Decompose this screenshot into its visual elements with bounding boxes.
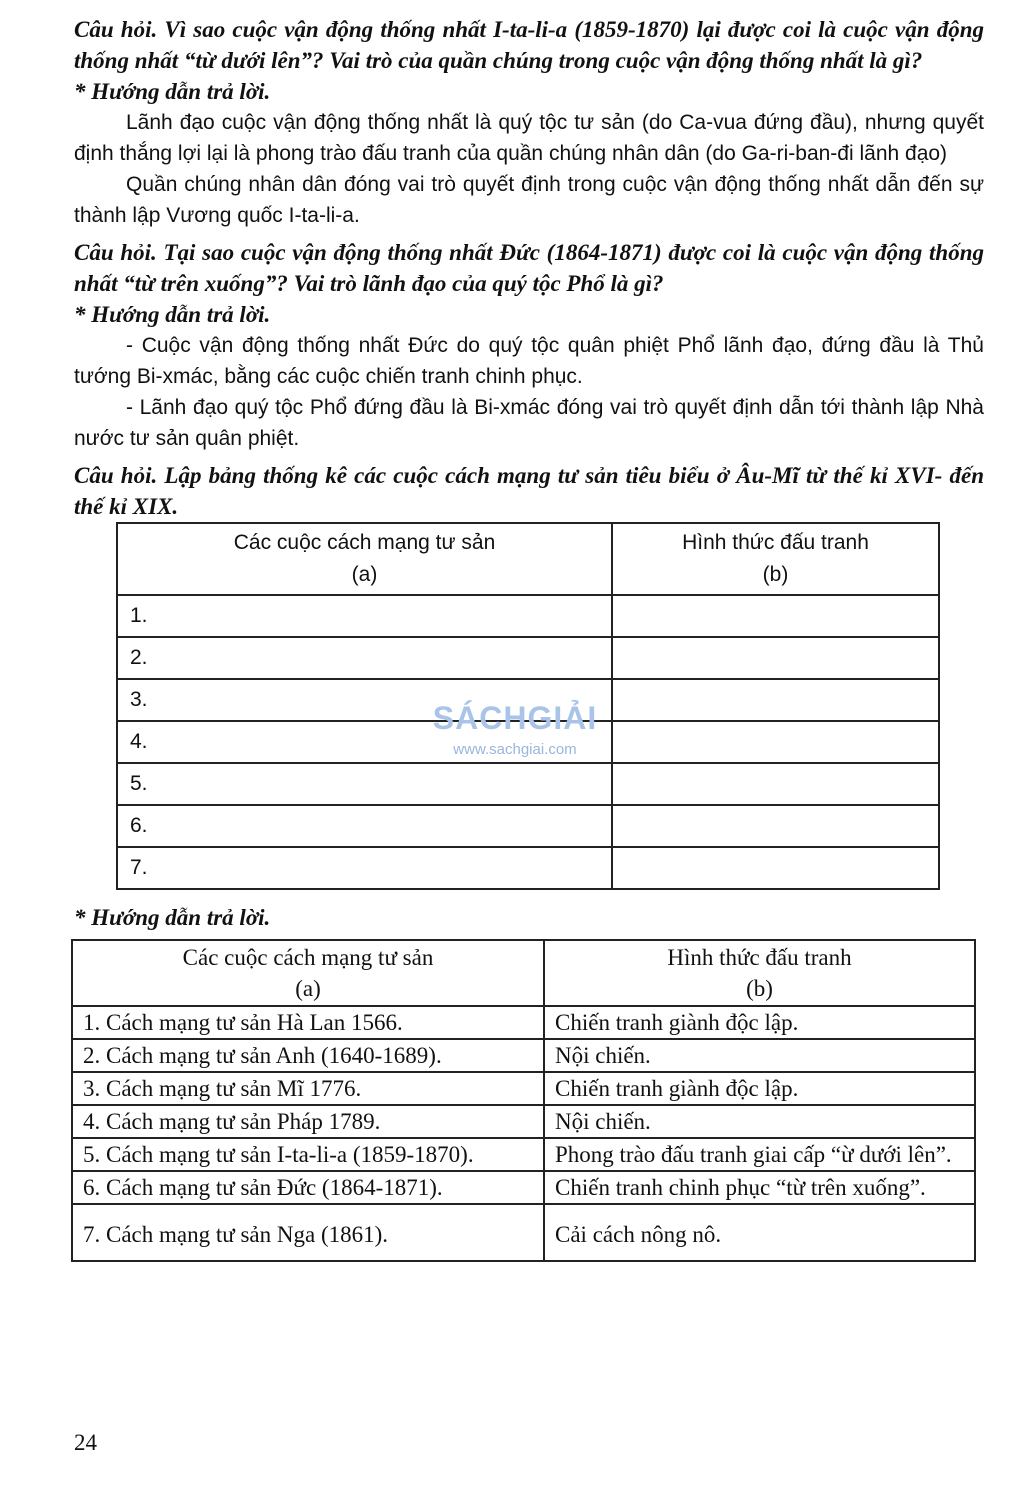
- blank-row-number: 4.: [117, 721, 612, 763]
- struggle-form-cell: Nội chiến.: [544, 1105, 975, 1138]
- struggle-form-cell: Chiến tranh giành độc lập.: [544, 1006, 975, 1039]
- blank-cell: [612, 637, 939, 679]
- revolution-cell: 4. Cách mạng tư sản Pháp 1789.: [72, 1105, 544, 1138]
- answer-table-header-a: [72, 940, 544, 1006]
- blank-table-header-b-sub: (b): [762, 563, 789, 586]
- table-row: [117, 847, 939, 889]
- blank-table-header-b-label: Hình thức đấu tranh: [682, 531, 869, 554]
- revolution-cell: 7. Cách mạng tư sản Nga (1861).: [72, 1204, 544, 1261]
- blank-cell: [612, 595, 939, 637]
- blank-row-number: 1.: [117, 595, 612, 637]
- table-row: [117, 763, 939, 805]
- revolution-cell: 3. Cách mạng tư sản Mĩ 1776.: [72, 1072, 544, 1105]
- blank-cell: [612, 805, 939, 847]
- question-1: Câu hỏi. Vì sao cuộc vận động thống nhất I-ta-li-a (1859-1870) lại được coi là cuộc vận động thống nhất “từ dưới lên”? Vai trò của quần chúng trong cuộc vận động thống nhất là gì?: [74, 17, 984, 73]
- blank-table-header-b: [612, 523, 939, 595]
- revolution-cell: 1. Cách mạng tư sản Hà Lan 1566.: [72, 1006, 544, 1039]
- blank-cell: [612, 721, 939, 763]
- table-row: [72, 1006, 975, 1039]
- blank-row-number: 7.: [117, 847, 612, 889]
- table-row: [72, 1072, 975, 1105]
- document-page: [74, 14, 984, 1262]
- table-row: [72, 1171, 975, 1204]
- table-row: [117, 595, 939, 637]
- answer-table-header-b: [544, 940, 975, 1006]
- revolution-cell: 2. Cách mạng tư sản Anh (1640-1689).: [72, 1039, 544, 1072]
- blank-cell: [612, 763, 939, 805]
- blank-row-number: 6.: [117, 805, 612, 847]
- guide-label-3: * Hướng dẫn trả lời.: [74, 905, 271, 930]
- blank-cell: [612, 679, 939, 721]
- answer-2-paragraph-1: - Cuộc vận động thống nhất Đức do quý tộc quân phiệt Phổ lãnh đạo, đứng đầu là Thủ tướng Bi-xmác, bằng các cuộc chiến tranh chinh phục.: [74, 334, 984, 388]
- answer-table-header-b-sub: (b): [746, 976, 773, 1001]
- struggle-form-cell: Cải cách nông nô.: [544, 1204, 975, 1261]
- struggle-form-cell: Phong trào đấu tranh giai cấp “ừ dưới lên”.: [544, 1138, 975, 1171]
- blank-table-header-a-sub: (a): [351, 563, 378, 586]
- table-row: [72, 1204, 975, 1261]
- revolution-cell: 5. Cách mạng tư sản I-ta-li-a (1859-1870).: [72, 1138, 544, 1171]
- answer-2-paragraph-2: - Lãnh đạo quý tộc Phổ đứng đầu là Bi-xmác đóng vai trò quyết định dẫn tới thành lập Nhà nước tư sản quân phiệt.: [74, 396, 984, 450]
- watermark-url: www.sachgiai.com: [453, 741, 577, 758]
- guide-label-2: * Hướng dẫn trả lời.: [74, 302, 271, 327]
- blank-row-number: 5.: [117, 763, 612, 805]
- table-row: [117, 805, 939, 847]
- blank-statistics-table: [116, 522, 940, 890]
- table-row: [117, 721, 939, 763]
- question-2: Câu hỏi. Tại sao cuộc vận động thống nhất Đức (1864-1871) được coi là cuộc vận động thống nhất “từ trên xuống”? Vai trò lãnh đạo của quý tộc Phổ là gì?: [74, 240, 984, 296]
- struggle-form-cell: Chiến tranh giành độc lập.: [544, 1072, 975, 1105]
- question-3: Câu hỏi. Lập bảng thống kê các cuộc cách mạng tư sản tiêu biểu ở Âu-Mĩ từ thế kỉ XVI- đến thế kỉ XIX.: [74, 463, 984, 519]
- table-row: [72, 1138, 975, 1171]
- blank-row-number: 2.: [117, 637, 612, 679]
- answer-table: [71, 939, 976, 1262]
- table-row: [72, 1039, 975, 1072]
- page-number: 24: [74, 1430, 97, 1455]
- answer-1-paragraph-2: Quần chúng nhân dân đóng vai trò quyết định trong cuộc vận động thống nhất dẫn đến sự thành lập Vương quốc I-ta-li-a.: [74, 173, 984, 227]
- table-row: [72, 1105, 975, 1138]
- answer-table-header-a-label: Các cuộc cách mạng tư sản: [182, 945, 434, 970]
- blank-table-header-a-label: Các cuộc cách mạng tư sản: [233, 531, 496, 554]
- revolution-cell: 6. Cách mạng tư sản Đức (1864-1871).: [72, 1171, 544, 1204]
- table-row: [117, 679, 939, 721]
- watermark-brand: SÁCHGIẢI: [432, 700, 598, 736]
- answer-table-header-a-sub: (a): [295, 976, 321, 1001]
- answer-1-paragraph-1: Lãnh đạo cuộc vận động thống nhất là quý tộc tư sản (do Ca-vua đứng đầu), nhưng quyết định thắng lợi lại là phong trào đấu tranh của quần chúng nhân dân (do Ga-ri-ban-đi lãnh đạo): [74, 111, 984, 165]
- struggle-form-cell: Nội chiến.: [544, 1039, 975, 1072]
- blank-cell: [612, 847, 939, 889]
- blank-row-number: 3.: [117, 679, 612, 721]
- struggle-form-cell: Chiến tranh chinh phục “từ trên xuống”.: [544, 1171, 975, 1204]
- blank-table-header-a: [117, 523, 612, 595]
- table-row: [117, 637, 939, 679]
- guide-label-1: * Hướng dẫn trả lời.: [74, 79, 271, 104]
- answer-table-header-b-label: Hình thức đấu tranh: [667, 945, 852, 970]
